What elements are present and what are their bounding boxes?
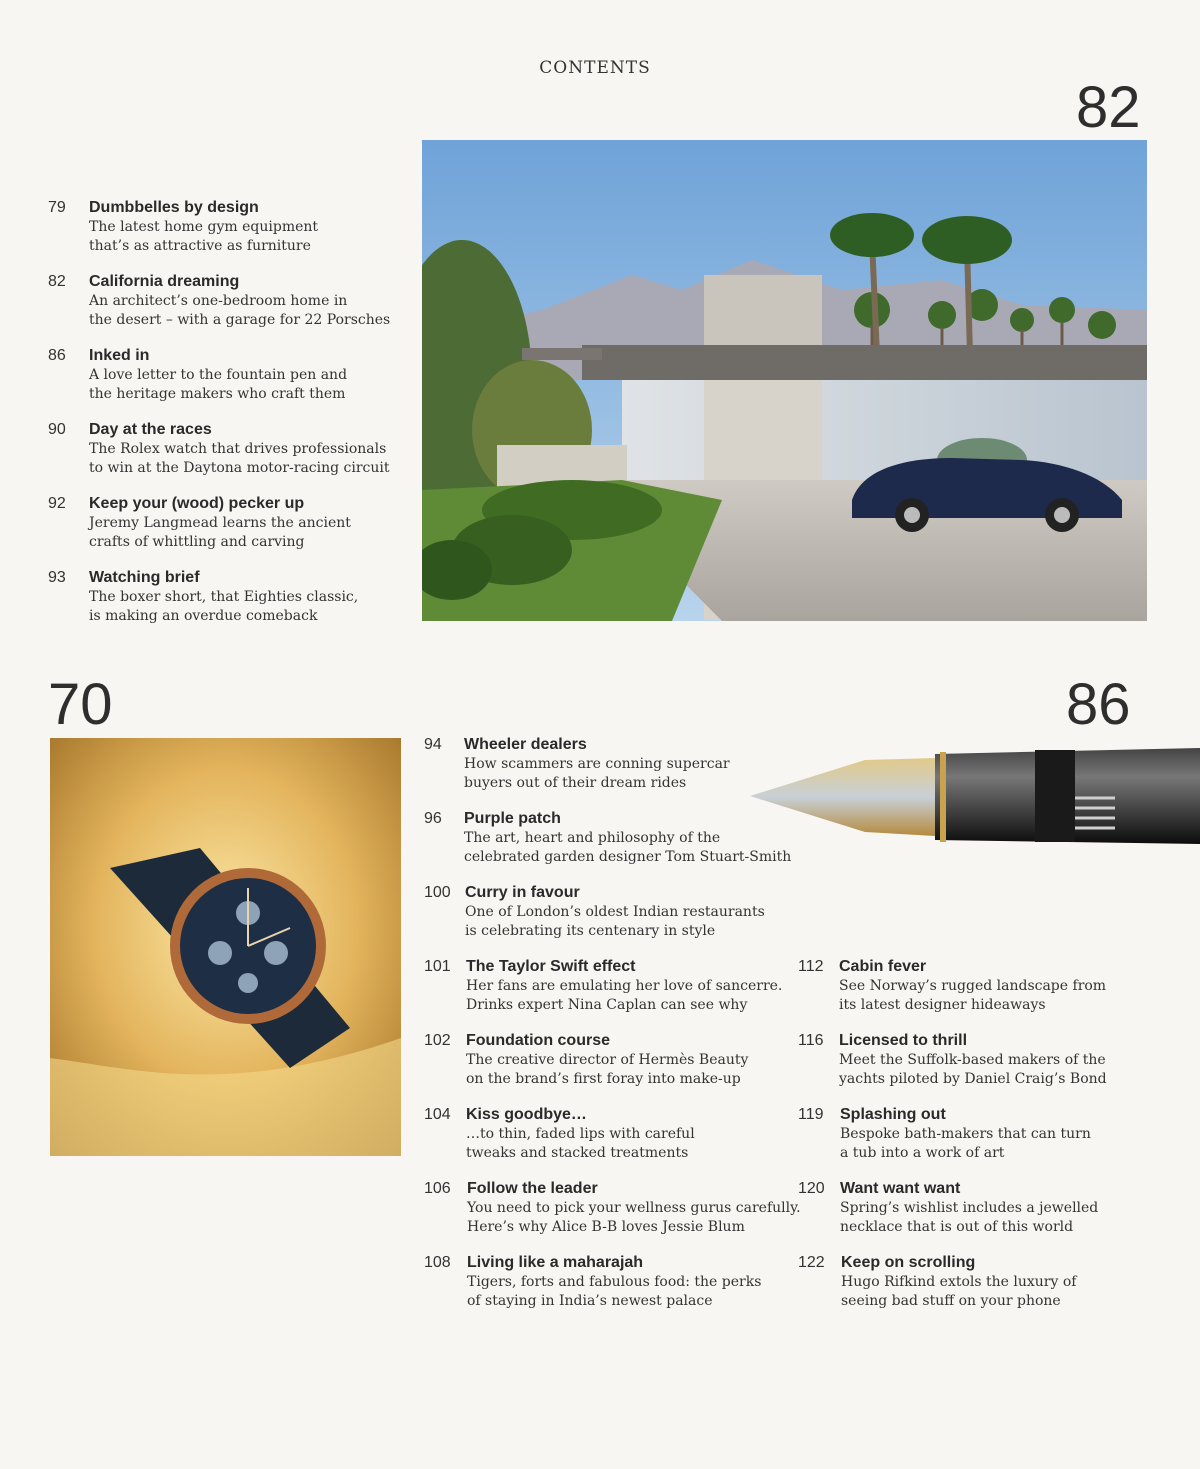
toc-page-number: 119 bbox=[798, 1106, 824, 1123]
fountain-pen-photo bbox=[745, 740, 1200, 850]
toc-title: Cabin fever bbox=[839, 958, 927, 975]
toc-description: Meet the Suffolk-based makers of the yachts piloted by Daniel Craig’s Bond bbox=[839, 1052, 1107, 1087]
photo-page-number-86: 86 bbox=[1066, 672, 1131, 737]
toc-description: You need to pick your wellness gurus carefully. Here’s why Alice B-B loves Jessie Blum bbox=[467, 1200, 801, 1235]
toc-title: Follow the leader bbox=[467, 1180, 598, 1197]
toc-title: Kiss goodbye… bbox=[466, 1106, 587, 1123]
photo-page-number-82: 82 bbox=[1076, 75, 1141, 140]
toc-page-number: 94 bbox=[424, 736, 442, 753]
toc-page-number: 90 bbox=[48, 421, 66, 438]
toc-title: Splashing out bbox=[840, 1106, 946, 1123]
toc-page-number: 122 bbox=[798, 1254, 825, 1271]
toc-description: An architect’s one-bedroom home in the desert – with a garage for 22 Porsches bbox=[89, 293, 391, 328]
toc-title: Keep your (wood) pecker up bbox=[89, 495, 305, 512]
toc-page-number: 86 bbox=[48, 347, 66, 364]
toc-page-number: 93 bbox=[48, 569, 66, 586]
photo-page-number-70: 70 bbox=[48, 672, 113, 737]
toc-description: Hugo Rifkind extols the luxury of seeing bad stuff on your phone bbox=[841, 1274, 1077, 1309]
toc-page-number: 82 bbox=[48, 273, 66, 290]
toc-title: Living like a maharajah bbox=[467, 1254, 644, 1271]
toc-title: The Taylor Swift effect bbox=[466, 958, 636, 975]
toc-title: Foundation course bbox=[466, 1032, 610, 1049]
toc-title: Day at the races bbox=[89, 421, 212, 438]
toc-title: Keep on scrolling bbox=[841, 1254, 976, 1271]
toc-page-number: 106 bbox=[424, 1180, 451, 1197]
toc-description: The latest home gym equipment that’s as attractive as furniture bbox=[89, 219, 319, 254]
toc-title: California dreaming bbox=[89, 273, 240, 290]
toc-description: Her fans are emulating her love of sancerre. Drinks expert Nina Caplan can see why bbox=[466, 978, 783, 1013]
toc-description: One of London’s oldest Indian restaurants is celebrating its centenary in style bbox=[465, 904, 765, 939]
toc-title: Wheeler dealers bbox=[464, 736, 587, 753]
toc-title: Curry in favour bbox=[465, 884, 580, 901]
page-header-label: CONTENTS bbox=[539, 58, 651, 78]
toc-description: Tigers, forts and fabulous food: the perks of staying in India’s newest palace bbox=[467, 1274, 762, 1309]
toc-description: The Rolex watch that drives professionals to win at the Daytona motor-racing circuit bbox=[89, 441, 390, 476]
toc-description: The art, heart and philosophy of the celebrated garden designer Tom Stuart-Smith bbox=[464, 830, 792, 865]
watch-photo bbox=[50, 738, 401, 1156]
toc-description: The boxer short, that Eighties classic, is making an overdue comeback bbox=[89, 589, 359, 624]
toc-title: Purple patch bbox=[464, 810, 561, 827]
toc-page-number: 102 bbox=[424, 1032, 451, 1049]
toc-description: How scammers are conning supercar buyers out of their dream rides bbox=[464, 756, 730, 791]
toc-page-number: 104 bbox=[424, 1106, 451, 1123]
toc-description: The creative director of Hermès Beauty on the brand’s first foray into make-up bbox=[466, 1052, 749, 1087]
toc-description: Jeremy Langmead learns the ancient crafts of whittling and carving bbox=[89, 515, 351, 550]
toc-page-number: 96 bbox=[424, 810, 442, 827]
toc-description: See Norway’s rugged landscape from its latest designer hideaways bbox=[839, 978, 1107, 1013]
toc-page-number: 112 bbox=[798, 958, 824, 975]
toc-title: Dumbbelles by design bbox=[89, 199, 259, 216]
house-photo bbox=[422, 140, 1147, 621]
toc-description: Bespoke bath-makers that can turn a tub into a work of art bbox=[840, 1126, 1091, 1161]
toc-title: Watching brief bbox=[89, 569, 200, 586]
toc-title: Licensed to thrill bbox=[839, 1032, 968, 1049]
toc-description: …to thin, faded lips with careful tweaks and stacked treatments bbox=[466, 1126, 695, 1161]
toc-title: Inked in bbox=[89, 347, 150, 364]
toc-page-number: 100 bbox=[424, 884, 451, 901]
toc-page-number: 79 bbox=[48, 199, 66, 216]
toc-description: A love letter to the fountain pen and the heritage makers who craft them bbox=[89, 367, 348, 402]
toc-page-number: 116 bbox=[798, 1032, 824, 1049]
toc-page-number: 120 bbox=[798, 1180, 825, 1197]
toc-page-number: 108 bbox=[424, 1254, 451, 1271]
toc-page-number: 92 bbox=[48, 495, 66, 512]
toc-page-number: 101 bbox=[424, 958, 451, 975]
toc-description: Spring’s wishlist includes a jewelled necklace that is out of this world bbox=[840, 1200, 1099, 1235]
toc-title: Want want want bbox=[840, 1180, 961, 1197]
